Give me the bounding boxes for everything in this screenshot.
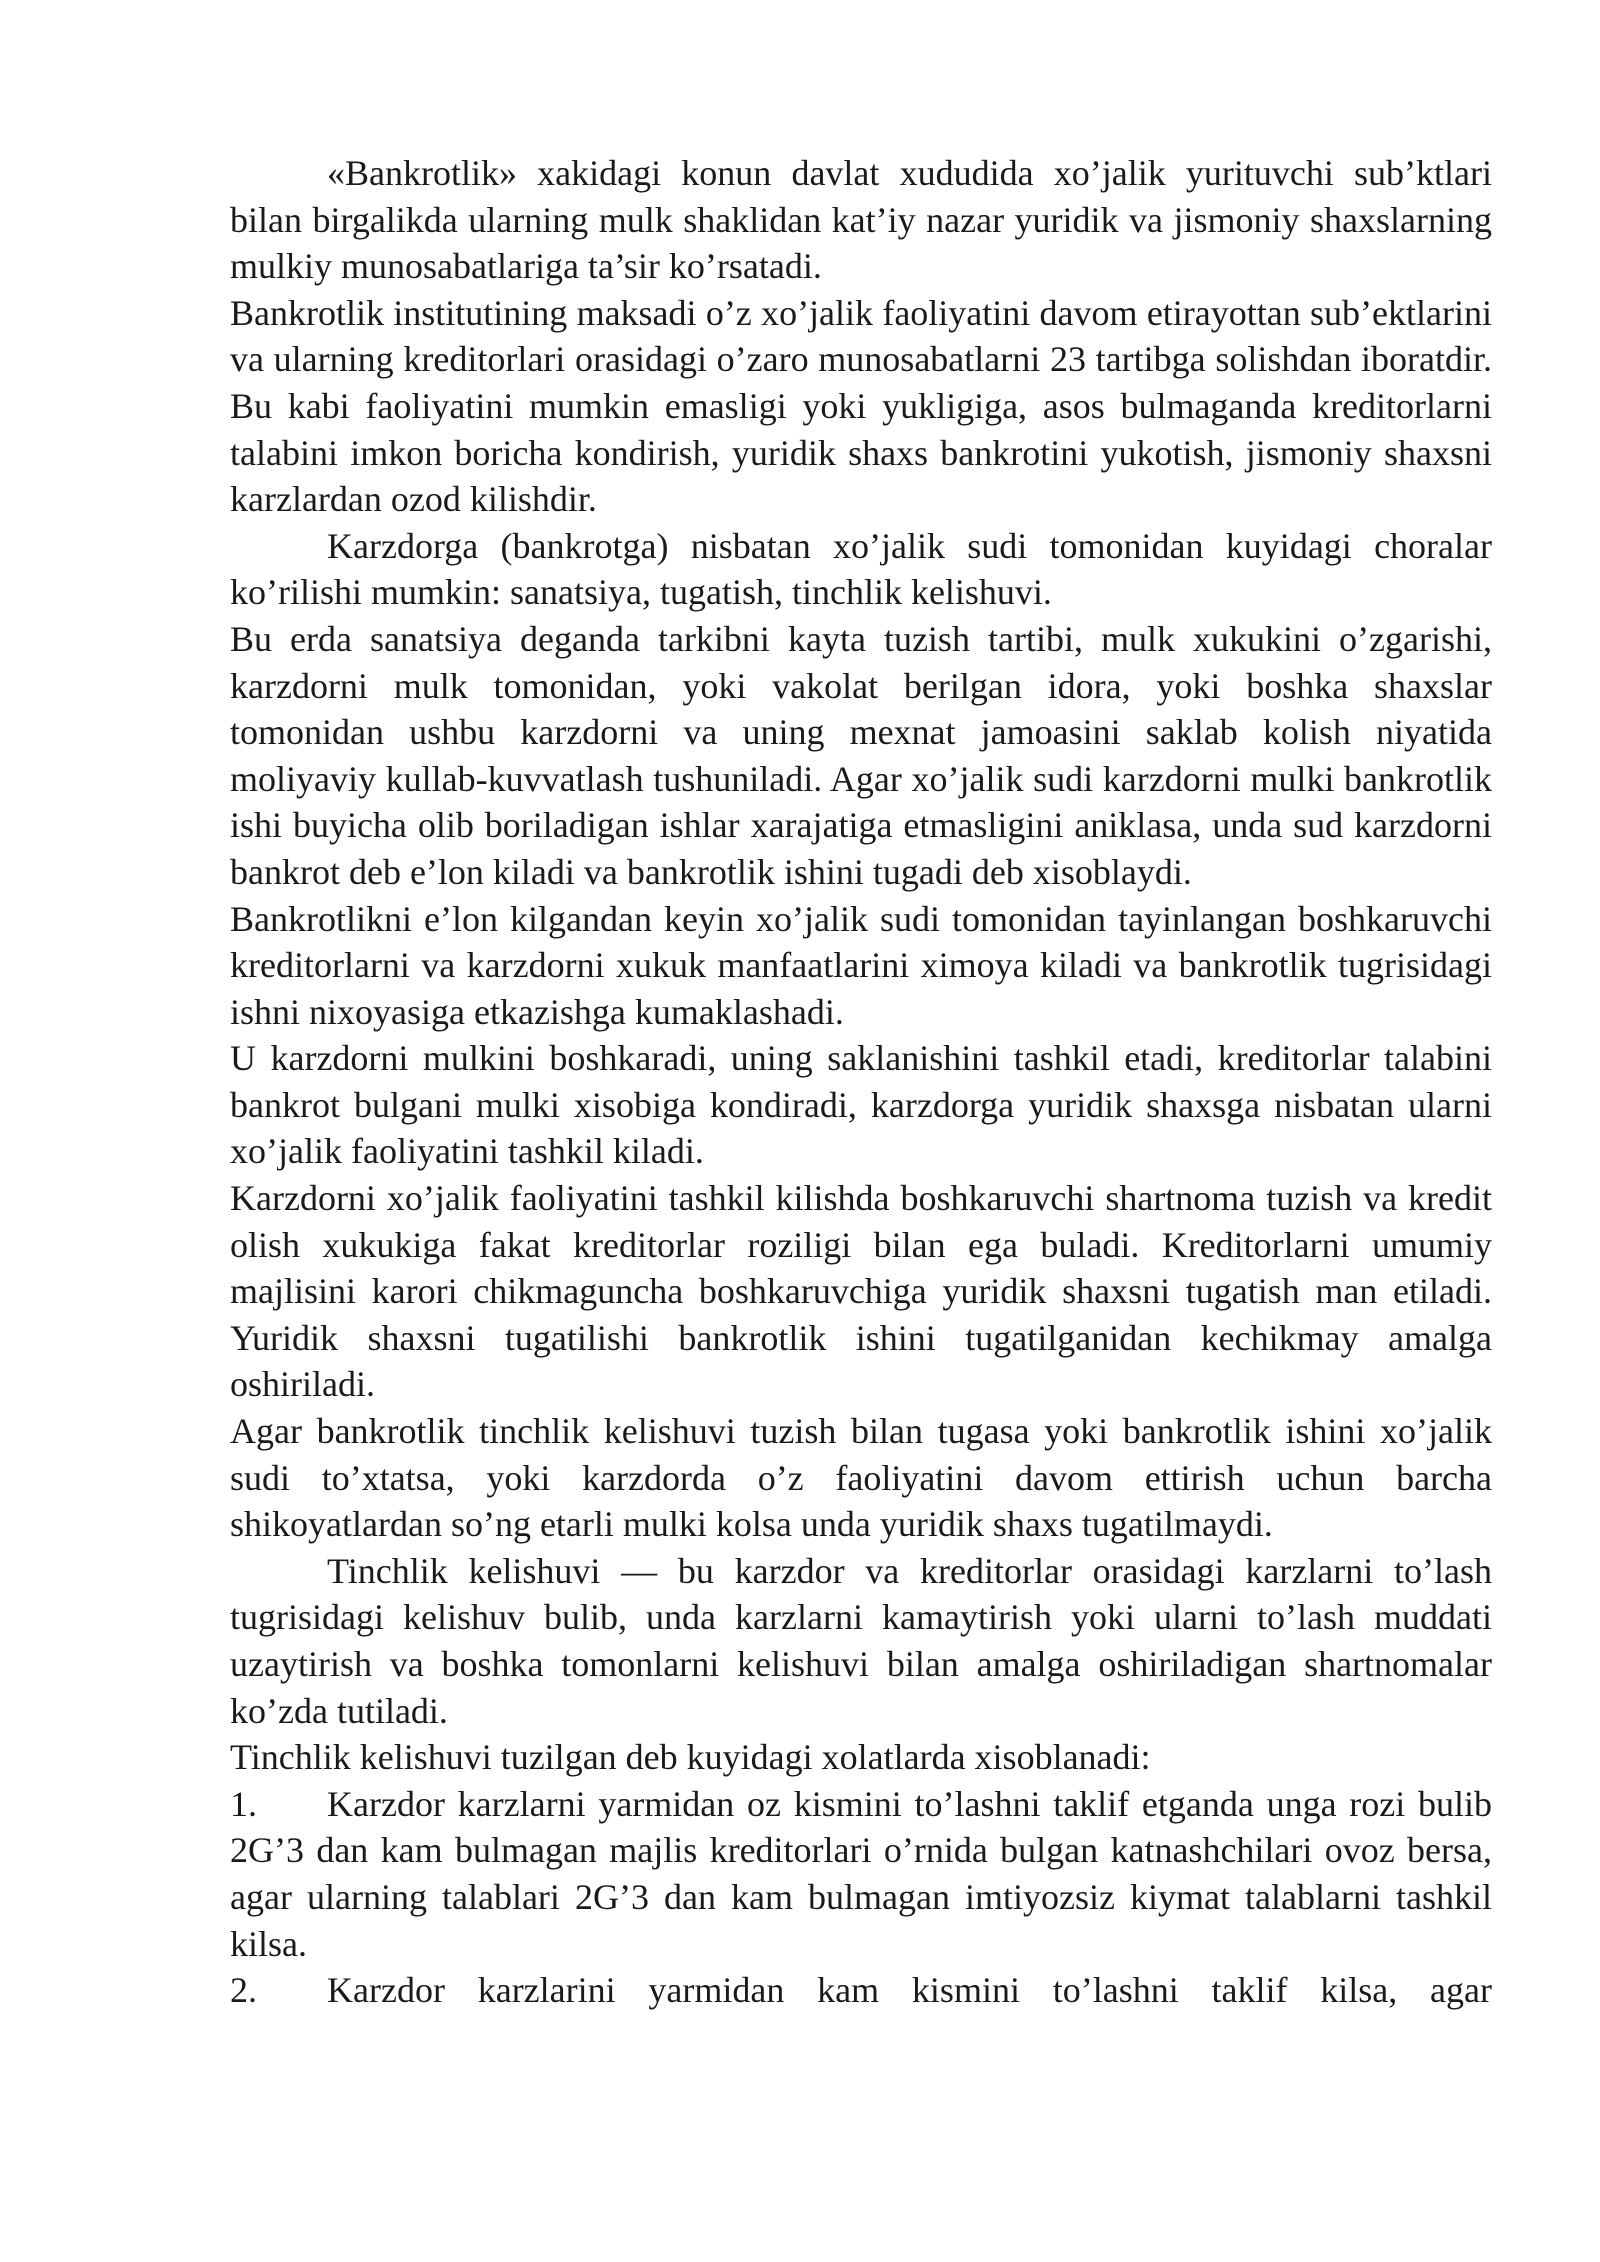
paragraph-sanation: Bu erda sanatsiya deganda tarkibni kayta tuzish tartibi, mulk xukukini o’zgarishi, karzdorni mulk tomonidan, yoki vakolat berilgan idora, yoki boshka shaxslar tomonidan ushbu karzdorni va uning mexnat jamoasini saklab kolish niyatida moliyaviy kullab-kuvvatlash tushuniladi. Agar xo’jalik sudi karzdorni mulki bankrotlik ishi buyicha olib boriladigan ishlar xarajatiga etmasligini aniklasa, unda sud karzdorni bankrot deb e’lon kiladi va bankrotlik ishini tugadi deb xisoblaydi. xyxy=(230,618,1492,892)
list-item-2 xyxy=(230,1967,1492,2014)
paragraph-no-liquidation: Agar bankrotlik tinchlik kelishuvi tuzish bilan tugasa yoki bankrotlik ishini xo’jalik sudi to’xtatsa, yoki karzdorda o’z faoliyatini davom ettirish uchun barcha shikoyatlardan so’ng etarli mulki kolsa unda yuridik shaxs tugatilmaydi. xyxy=(230,1411,1492,1545)
paragraph-bankruptcy-law: «Bankrotlik» xakidagi konun davlat xududida xo’jalik yurituvchi sub’ktlari bilan birgalikda ularning mulk shaklidan kat’iy nazar yuridik va jismoniy shaxslarning mulkiy munosabatlariga ta’sir ko’rsatadi. xyxy=(230,153,1492,287)
paragraph-manager-role: Bankrotlikni e’lon kilgandan keyin xo’jalik sudi tomonidan tayinlangan boshkaruvchi kreditorlarni va karzdorni xukuk manfaatlarini ximoya kiladi va bankrotlik tugrisidagi ishni nixoyasiga etkazishga kumaklashadi. xyxy=(230,898,1492,1032)
list-item-1 xyxy=(230,1781,1492,1967)
list-text: Karzdor karzlarini yarmidan kam kismini to’lashni taklif kilsa, agar xyxy=(327,1970,1492,2011)
list-text: Karzdor karzlarni yarmidan oz kismini to’lashni taklif etganda unga rozi bulib 2G’3 dan kam bulmagan majlis kreditorlari o’rnida bulgan katnashchilari ovoz bersa, agar ularning talablari 2G’3 dan kam bulmagan imtiyozsiz kiymat talablarni tashkil kilsa. xyxy=(230,1783,1492,1964)
paragraph-manager-restrictions: Karzdorni xo’jalik faoliyatini tashkil kilishda boshkaruvchi shartnoma tuzish va kredit olish xukukiga fakat kreditorlar roziligi bilan ega buladi. Kreditorlarni umumiy majlisini karori chikmaguncha boshkaruvchiga yuridik shaxsni tugatish man etiladi. Yuridik shaxsni tugatilishi bankrotlik ishini tugatilganidan kechikmay amalga oshiriladi. xyxy=(230,1178,1492,1405)
document-page xyxy=(230,150,1492,2014)
paragraph-peace-agreement: Tinchlik kelishuvi — bu karzdor va kreditorlar orasidagi karzlarni to’lash tugrisidagi kelishuv bulib, unda karzlarni kamaytirish yoki ularni to’lash muddati uzaytirish va boshka tomonlarni kelishuvi bilan amalga oshiriladigan shartnomalar ko’zda tutiladi. xyxy=(230,1550,1492,1731)
list-number: 1. xyxy=(230,1783,257,1824)
list-number: 2. xyxy=(230,1970,257,2011)
paragraph-measures: Karzdorga (bankrotga) nisbatan xo’jalik sudi tomonidan kuyidagi choralar ko’rilishi mumkin: sanatsiya, tugatish, tinchlik kelishuvi. xyxy=(230,525,1492,613)
paragraph-bankruptcy-purpose: Bankrotlik institutining maksadi o’z xo’jalik faoliyatini davom etirayottan sub’ektlarini va ularning kreditorlari orasidagi o’zaro munosabatlarni 23 tartibga solishdan iboratdir. Bu kabi faoliyatini mumkin emasligi yoki yukligiga, asos bulmaganda kreditorlarni talabini imkon boricha kondirish, yuridik shaxs bankrotini yukotish, jismoniy shaxsni karzlardan ozod kilishdir. xyxy=(230,292,1492,520)
paragraph-manager-duties: U karzdorni mulkini boshkaradi, uning saklanishini tashkil etadi, kreditorlar talabini bankrot bulgani mulki xisobiga kondiradi, karzdorga yuridik shaxsga nisbatan ularni xo’jalik faoliyatini tashkil kiladi. xyxy=(230,1038,1492,1172)
paragraph-peace-conditions-intro: Tinchlik kelishuvi tuzilgan deb kuyidagi xolatlarda xisoblanadi: xyxy=(230,1737,1151,1778)
